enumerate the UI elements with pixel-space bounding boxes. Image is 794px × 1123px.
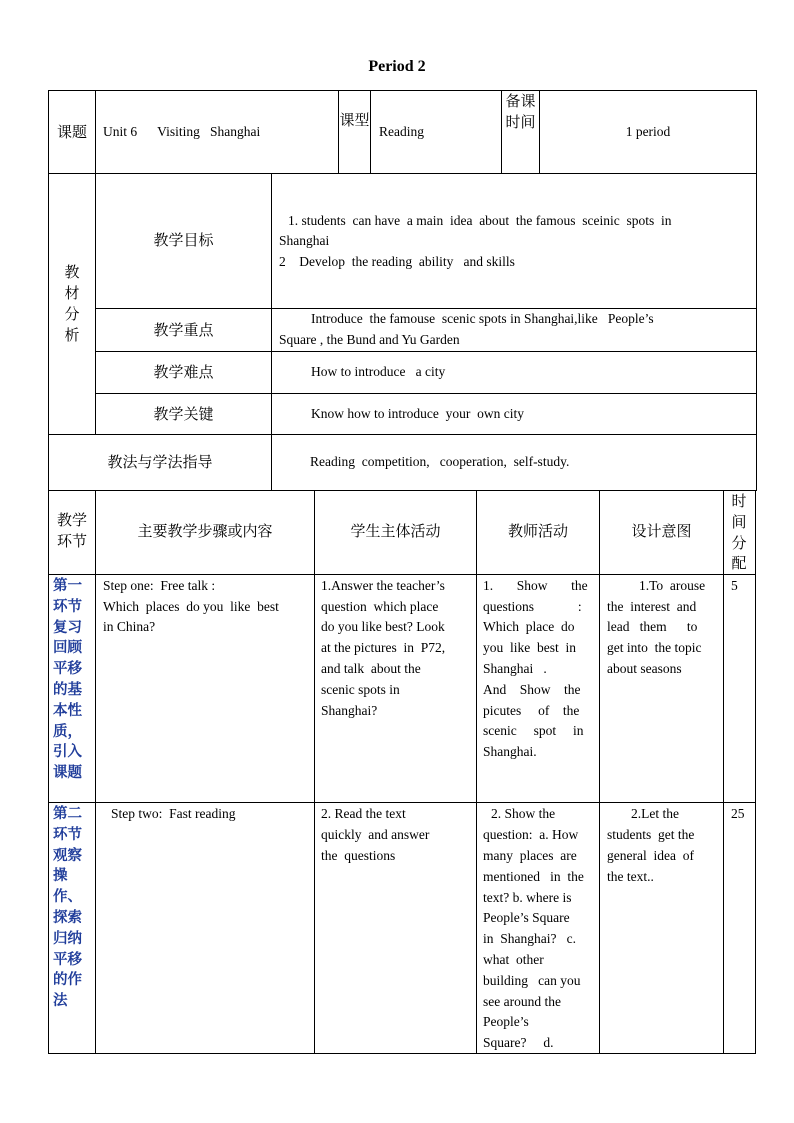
step-1-teacher-line: Shanghai . [483, 661, 547, 676]
step-2-teacher-line: 2. Show the [491, 806, 556, 821]
key-label: 教学关键 [153, 405, 214, 423]
step-1-intent-line: 1.To arouse [639, 578, 706, 593]
step-2-intent-line: the text.. [607, 869, 654, 884]
step-1-student-line: Shanghai? [321, 703, 378, 718]
type-label: 课型 [339, 111, 370, 129]
step-1-intent-line: lead them to [607, 619, 698, 634]
time-header: 时间分配 [731, 492, 747, 573]
stage-2-label: 第二环节观察操作、探索归纳平移的作法 [53, 806, 82, 1010]
step-1-teacher-line: Shanghai. [483, 744, 537, 759]
step-1-teacher-line: 1. Show the [483, 578, 588, 593]
step-2-teacher-line: in Shanghai? c. [483, 931, 576, 946]
key-value: Know how to introduce your own city [311, 406, 524, 421]
topic-value: Unit 6 Visiting Shanghai [103, 124, 261, 139]
stage-1-label: 第一环节复习回顾平移的基本性质，引入课题 [53, 578, 82, 782]
step-2-teacher-line: Square? d. [483, 1035, 554, 1050]
step-2-teacher-line: mentioned in the [483, 869, 584, 884]
objective-label: 教学目标 [153, 231, 214, 249]
step-1-student-line: 1.Answer the teacher’s [321, 578, 445, 593]
step-1-student-line: scenic spots in [321, 682, 400, 697]
step-1-teacher-line: And Show the [483, 682, 581, 697]
step-2-teacher-line: building can you [483, 973, 581, 988]
step-1-intent-line: get into the topic [607, 640, 702, 655]
topic-label: 课题 [56, 123, 87, 141]
analysis-section-label: 教材分析 [64, 263, 80, 344]
step-2-intent-line: 2.Let the [631, 806, 679, 821]
step-2-teacher-line: text? b. where is [483, 890, 572, 905]
step-2-teacher-line: People’s [483, 1014, 529, 1029]
step-1-student-line: question which place [321, 599, 439, 614]
step-2-student-line: the questions [321, 848, 396, 863]
key-point-line-2: Square , the Bund and Yu Garden [279, 332, 460, 347]
type-value: Reading [379, 124, 424, 139]
student-header: 学生主体活动 [350, 522, 441, 540]
step-2-teacher-line: see around the [483, 994, 561, 1009]
objective-line-3: 2 Develop the reading ability and skills [279, 254, 515, 269]
objective-line-1: 1. students can have a main idea about the famous sceinic spots in [288, 213, 672, 228]
step-1-student-line: and talk about the [321, 661, 421, 676]
step-2-teacher-line: question: a. How [483, 827, 579, 842]
difficulty-label: 教学难点 [153, 363, 214, 381]
step-2-student-line: 2. Read the text [321, 806, 406, 821]
stage-header: 教学环节 [56, 511, 87, 550]
step-1-content-line: Step one: Free talk : [103, 578, 216, 593]
method-value: Reading competition, cooperation, self-study. [310, 454, 570, 469]
content-header: 主要教学步骤或内容 [137, 522, 273, 540]
time-value: 1 period [625, 124, 671, 139]
step-2-intent-line: general idea of [607, 848, 694, 863]
step-1-content-line: in China? [103, 619, 156, 634]
teacher-header: 教师活动 [507, 522, 568, 540]
key-point-label: 教学重点 [153, 321, 214, 339]
step-2-time: 25 [731, 806, 745, 821]
step-2-teacher-line: what other [483, 952, 544, 967]
step-1-teacher-line: scenic spot in [483, 723, 584, 738]
step-1-teacher-line: questions : [483, 599, 582, 614]
step-1-teacher-line: picutes of the [483, 703, 580, 718]
step-1-teacher-line: you like best in [483, 640, 576, 655]
page-title: Period 2 [368, 58, 426, 75]
step-2-teacher-line: People’s Square [483, 910, 570, 925]
step-2-teacher-line: many places are [483, 848, 577, 863]
step-1-time: 5 [731, 578, 738, 593]
intent-header: 设计意图 [631, 522, 692, 540]
step-1-student-line: at the pictures in P72, [321, 640, 446, 655]
objective-line-2: Shanghai [279, 233, 330, 248]
step-1-intent-line: the interest and [607, 599, 697, 614]
step-2-intent-line: students get the [607, 827, 695, 842]
time-label: 备课时间 [505, 92, 536, 131]
difficulty-value: How to introduce a city [311, 364, 446, 379]
step-1-content-line: Which places do you like best [103, 599, 279, 614]
step-2-student-line: quickly and answer [321, 827, 430, 842]
method-label: 教法与学法指导 [107, 453, 213, 471]
step-1-intent-line: about seasons [607, 661, 682, 676]
key-point-line-1: Introduce the famouse scenic spots in Shanghai,like People’s [311, 311, 654, 326]
step-2-content-line: Step two: Fast reading [111, 806, 236, 821]
step-1-teacher-line: Which place do [483, 619, 575, 634]
step-1-student-line: do you like best? Look [321, 619, 445, 634]
